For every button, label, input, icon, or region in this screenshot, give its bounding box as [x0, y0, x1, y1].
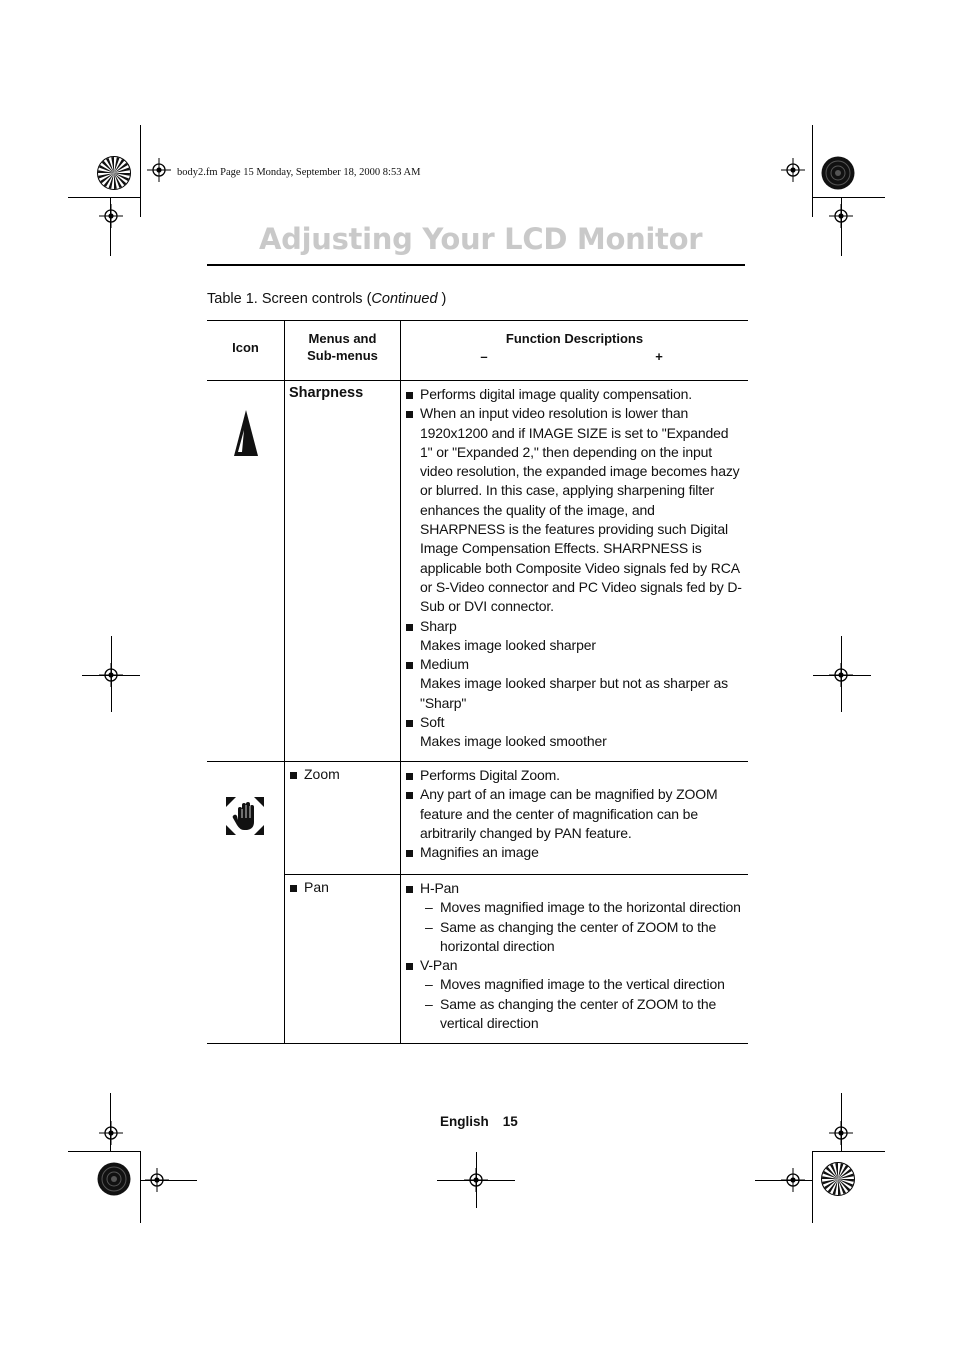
bullet-item: Any part of an image can be magnified by ZOOM feature and the center of magnification can be arbitrarily changed by PAN feature. [405, 785, 743, 843]
column-rule [284, 320, 285, 1044]
bullet-item: Magnifies an image [405, 843, 743, 862]
crop-line [812, 125, 813, 217]
header-menus-line2: Sub-menus [307, 348, 378, 363]
crop-line [110, 198, 111, 256]
caption-suffix: ) [437, 291, 447, 307]
crosshair-registration-mark [99, 204, 123, 228]
crop-line [812, 197, 885, 198]
bullet-item: Medium [405, 655, 743, 674]
header-function: Function Descriptions [505, 331, 644, 346]
header-minus: – [480, 349, 488, 364]
crop-line [110, 1093, 111, 1151]
footer-language: English [440, 1114, 489, 1129]
caption-prefix: Table 1. Screen controls ( [207, 291, 372, 307]
bullet-item: Performs digital image quality compensation. [405, 385, 743, 404]
page-number: 15 [502, 1114, 518, 1129]
dark-registration-mark [821, 156, 855, 190]
crop-line [111, 636, 112, 712]
bullet-detail: Makes image looked sharper [420, 636, 596, 653]
table-bottom-rule [207, 1043, 748, 1044]
crop-line [68, 1151, 141, 1152]
row-rule [207, 761, 748, 762]
dash-item: – Same as changing the center of ZOOM to the vertical direction [405, 995, 743, 1034]
page-title: Adjusting Your LCD Monitor [259, 222, 703, 256]
crop-line [141, 1180, 197, 1181]
starburst-registration-mark [97, 156, 131, 190]
crop-line [841, 636, 842, 712]
bullet-item: Sharp [405, 617, 743, 636]
crop-line [82, 675, 140, 676]
crosshair-registration-mark [99, 1121, 123, 1145]
starburst-registration-mark [821, 1162, 855, 1196]
sharpness-menu: Sharpness [289, 385, 364, 401]
sharpness-icon [233, 408, 259, 463]
dash-item: – Moves magnified image to the horizontal direction [405, 898, 743, 917]
screen-controls-table [207, 320, 748, 1044]
dash-item: – Same as changing the center of ZOOM to the horizontal direction [405, 918, 743, 957]
zoom-menu: Zoom [289, 766, 340, 782]
dark-registration-mark [97, 1162, 131, 1196]
crop-line [813, 675, 871, 676]
table-top-rule [207, 320, 748, 321]
pan-menu: Pan [289, 879, 329, 895]
bullet-item: H-Pan [405, 879, 743, 898]
bullet-item: Performs Digital Zoom. [405, 766, 743, 785]
crop-line [755, 1180, 812, 1181]
bullet-detail: Makes image looked smoother [420, 733, 607, 750]
pan-description [405, 879, 743, 1033]
sharpness-description [405, 385, 743, 752]
crop-line [841, 1093, 842, 1151]
row-rule [285, 874, 748, 875]
crop-line [140, 125, 141, 217]
file-header-stamp: body2.fm Page 15 Monday, September 18, 2000 8:53 AM [177, 167, 421, 178]
bullet-item: When an input video resolution is lower than 1920x1200 and if IMAGE SIZE is set to "Expanded 1" or "Expanded 2," then depending on the input video resolution, the expanded image becomes hazy or blurred. In this case, applying sharpening filter enhances the quality of the image, and SHARPNESS is the features providing such Digital Image Compensation Effects. SHARPNESS is applicable both Composite Video signals fed by RCA or S-Video connector and PC Video signals fed by D-Sub or DVI connector. [405, 404, 743, 616]
header-bottom-rule [207, 380, 748, 381]
header-menus [285, 330, 400, 364]
title-rule [207, 264, 745, 266]
crop-line [812, 1151, 885, 1152]
crop-line [140, 1151, 141, 1223]
header-plus: + [655, 349, 663, 364]
crop-line [812, 1151, 813, 1223]
caption-continued: Continued [371, 291, 438, 307]
bullet-item: V-Pan [405, 956, 743, 975]
bullet-detail: Makes image looked sharper but not as sharper as "Sharp" [420, 675, 728, 711]
header-menus-line1: Menus and [308, 331, 377, 346]
dash-item: – Moves magnified image to the vertical direction [405, 975, 743, 994]
crosshair-registration-mark [147, 158, 171, 182]
bullet-item: Soft [405, 713, 743, 732]
table-caption [207, 291, 446, 307]
page-footer [440, 1114, 518, 1129]
column-rule [400, 320, 401, 1044]
crop-line [841, 198, 842, 256]
crosshair-registration-mark [781, 158, 805, 182]
crop-line [68, 197, 141, 198]
crop-line [476, 1152, 477, 1208]
zoom-description [405, 766, 743, 862]
header-icon: Icon [232, 340, 259, 355]
zoom-pan-hand-icon [225, 796, 265, 841]
